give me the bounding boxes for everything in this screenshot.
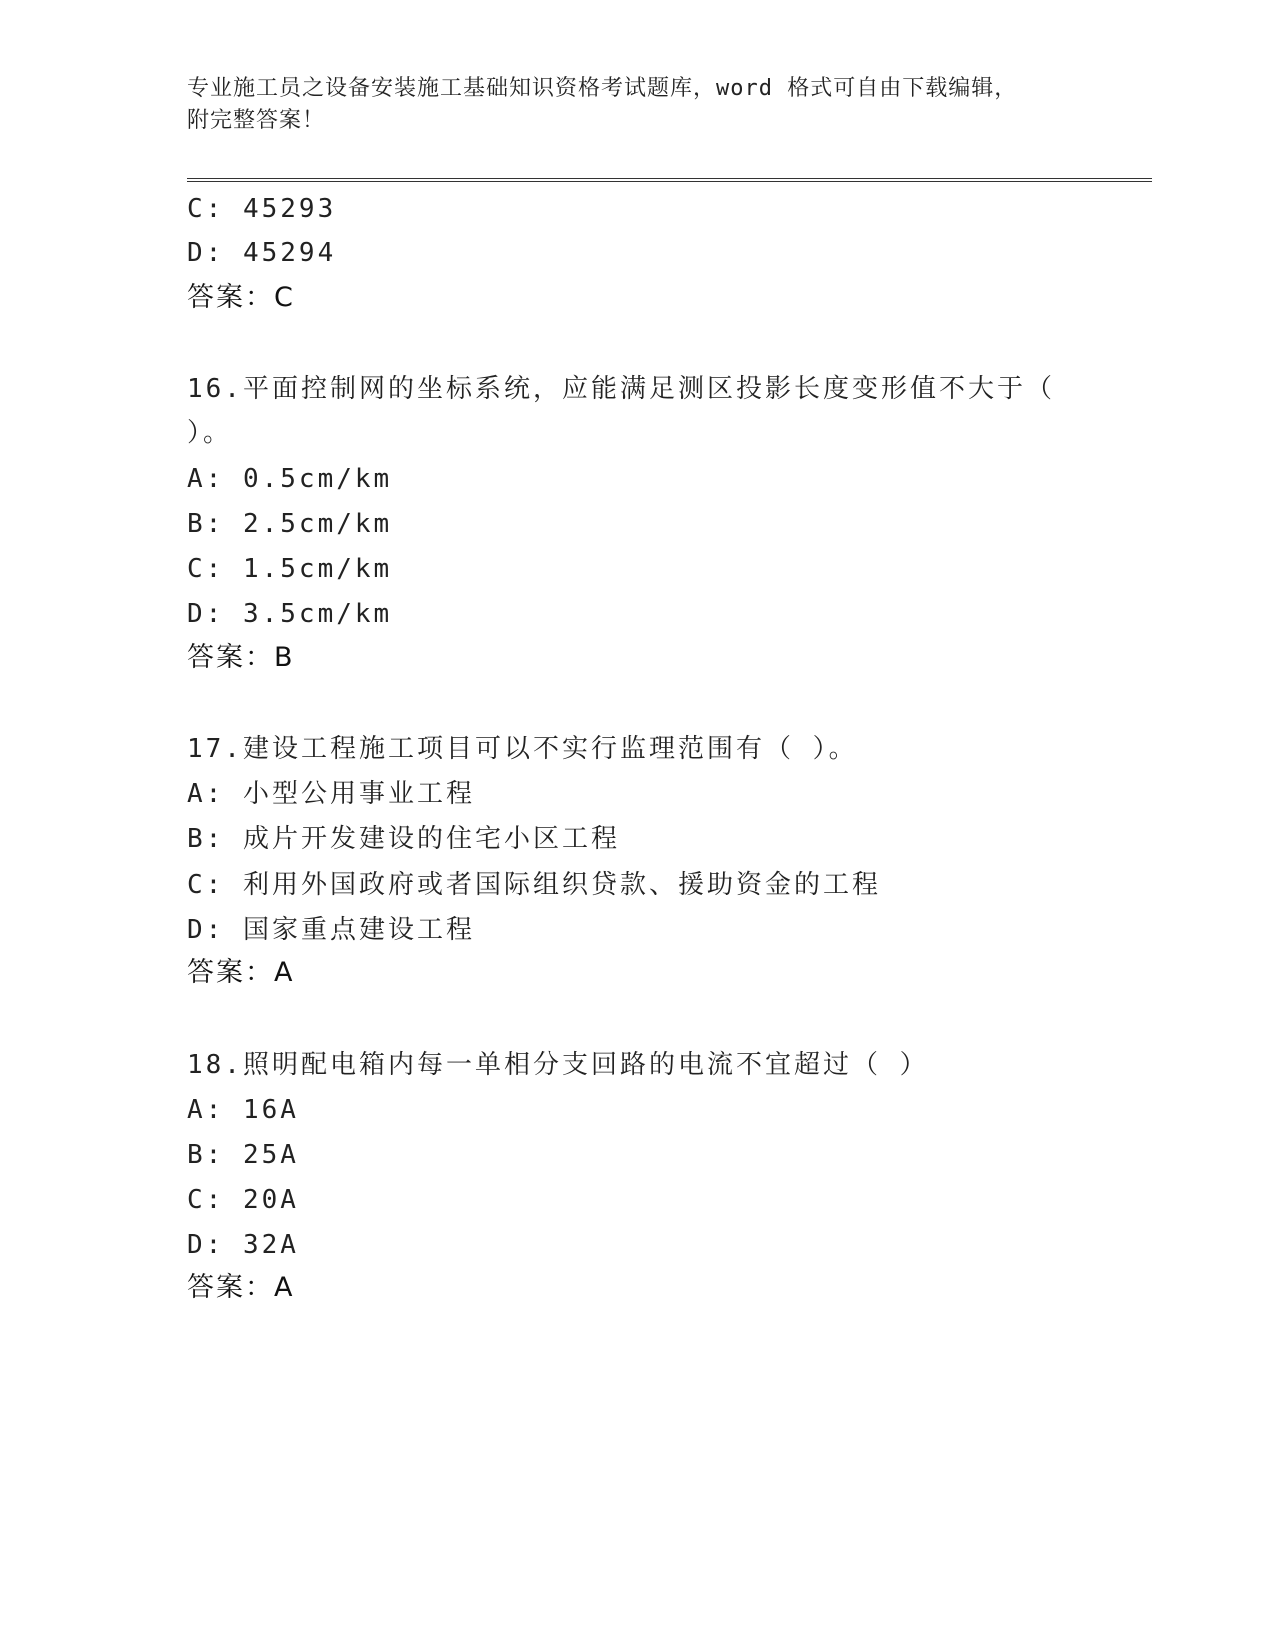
q18-option-d: D: 32A xyxy=(187,1230,299,1260)
q18-stem: 18.照明配电箱内每一单相分支回路的电流不宜超过（ ） xyxy=(187,1050,929,1080)
q15-answer: 答案：C xyxy=(187,282,295,313)
q17-option-b: B: 成片开发建设的住宅小区工程 xyxy=(187,824,620,854)
q17-stem: 17.建设工程施工项目可以不实行监理范围有（ ）。 xyxy=(187,734,858,764)
q17-option-c: C: 利用外国政府或者国际组织贷款、援助资金的工程 xyxy=(187,870,881,900)
q16-stem-line-1: 16.平面控制网的坐标系统，应能满足测区投影长度变形值不大于（ xyxy=(187,374,1055,404)
document-header xyxy=(187,73,1087,137)
q18-option-b: B: 25A xyxy=(187,1140,299,1170)
q18-answer: 答案：A xyxy=(187,1272,295,1303)
q16-option-d: D: 3.5cm/km xyxy=(187,599,393,629)
header-title-line-2: 附完整答案！ xyxy=(187,108,326,133)
q18-option-c: C: 20A xyxy=(187,1185,299,1215)
q15-option-d: D: 45294 xyxy=(187,238,337,268)
q16-answer: 答案：B xyxy=(187,642,295,673)
q15-option-c: C: 45293 xyxy=(187,194,337,224)
q16-option-b: B: 2.5cm/km xyxy=(187,509,393,539)
q16-stem-line-2: ）。 xyxy=(187,418,233,448)
header-title-line-1: 专业施工员之设备安装施工基础知识资格考试题库，word 格式可自由下载编辑， xyxy=(187,76,1018,101)
q17-option-a: A: 小型公用事业工程 xyxy=(187,779,475,809)
header-divider xyxy=(187,178,1152,182)
q17-option-d: D: 国家重点建设工程 xyxy=(187,915,475,945)
q17-answer: 答案：A xyxy=(187,957,295,988)
q16-option-c: C: 1.5cm/km xyxy=(187,554,393,584)
q16-option-a: A: 0.5cm/km xyxy=(187,464,393,494)
q18-option-a: A: 16A xyxy=(187,1095,299,1125)
